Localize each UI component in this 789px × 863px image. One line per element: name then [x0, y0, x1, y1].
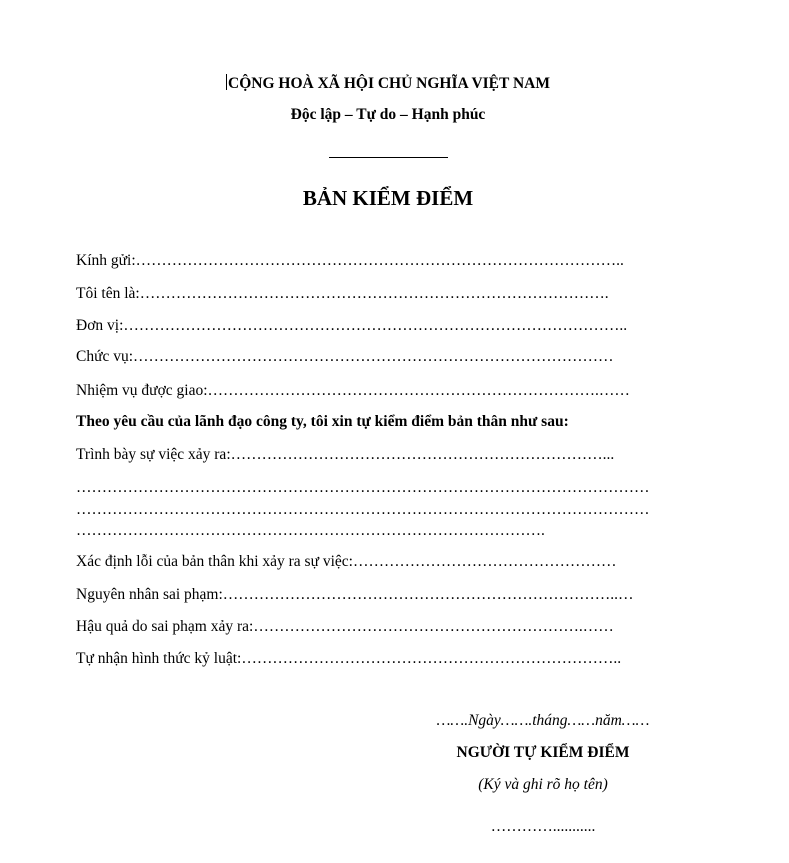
field-nhiem-vu[interactable]: Nhiệm vụ được giao:………………………………………………………………….…… [76, 382, 630, 399]
country-header-text: CỘNG HOÀ XÃ HỘI CHỦ NGHĨA VIỆT NAM [228, 75, 550, 92]
header-divider [329, 157, 448, 158]
field-trinh-bay[interactable]: Trình bày sự việc xảy ra:………………………………………………………………... [76, 446, 615, 463]
text-cursor [226, 74, 227, 90]
field-xac-dinh-loi[interactable]: Xác định lỗi của bản thân khi xảy ra sự việc:…………………………………………… [76, 553, 617, 570]
trinh-bay-line-2[interactable]: ………………………………………………………………………………………………… [76, 501, 650, 518]
signature-date[interactable]: …….Ngày…….tháng……năm…… [436, 712, 650, 729]
field-don-vi[interactable]: Đơn vị:…………………………………………………………………………………….. [76, 317, 628, 334]
field-kinh-gui[interactable]: Kính gửi:………………………………………………………………………………….. [76, 252, 624, 269]
section-heading: Theo yêu cầu của lãnh đạo công ty, tôi xin tự kiểm điểm bản thân như sau: [76, 413, 569, 430]
field-tu-nhan[interactable]: Tự nhận hình thức kỷ luật:……………………………………………………………….. [76, 650, 622, 667]
field-hau-qua[interactable]: Hậu quả do sai phạm xảy ra:……………………………………………………….…… [76, 618, 614, 635]
motto: Độc lập – Tự do – Hạnh phúc [290, 106, 486, 123]
field-chuc-vu[interactable]: Chức vụ:………………………………………………………………………………… [76, 348, 614, 365]
trinh-bay-line-3[interactable]: ………………………………………………………………………………. [76, 522, 545, 539]
signature-name-line[interactable]: …………........... [490, 818, 596, 835]
document-title: BẢN KIỂM ĐIỂM [302, 186, 474, 210]
field-nguyen-nhan[interactable]: Nguyên nhân sai phạm:…………………………………………………………………..… [76, 586, 634, 603]
signature-role: NGƯỜI TỰ KIỂM ĐIỂM [456, 744, 630, 761]
signature-note: (Ký và ghi rõ họ tên) [478, 776, 608, 793]
country-header [0, 74, 776, 93]
field-ten[interactable]: Tôi tên là:………………………………………………………………………………. [76, 285, 609, 302]
trinh-bay-line-1[interactable]: ………………………………………………………………………………………………… [76, 479, 650, 496]
